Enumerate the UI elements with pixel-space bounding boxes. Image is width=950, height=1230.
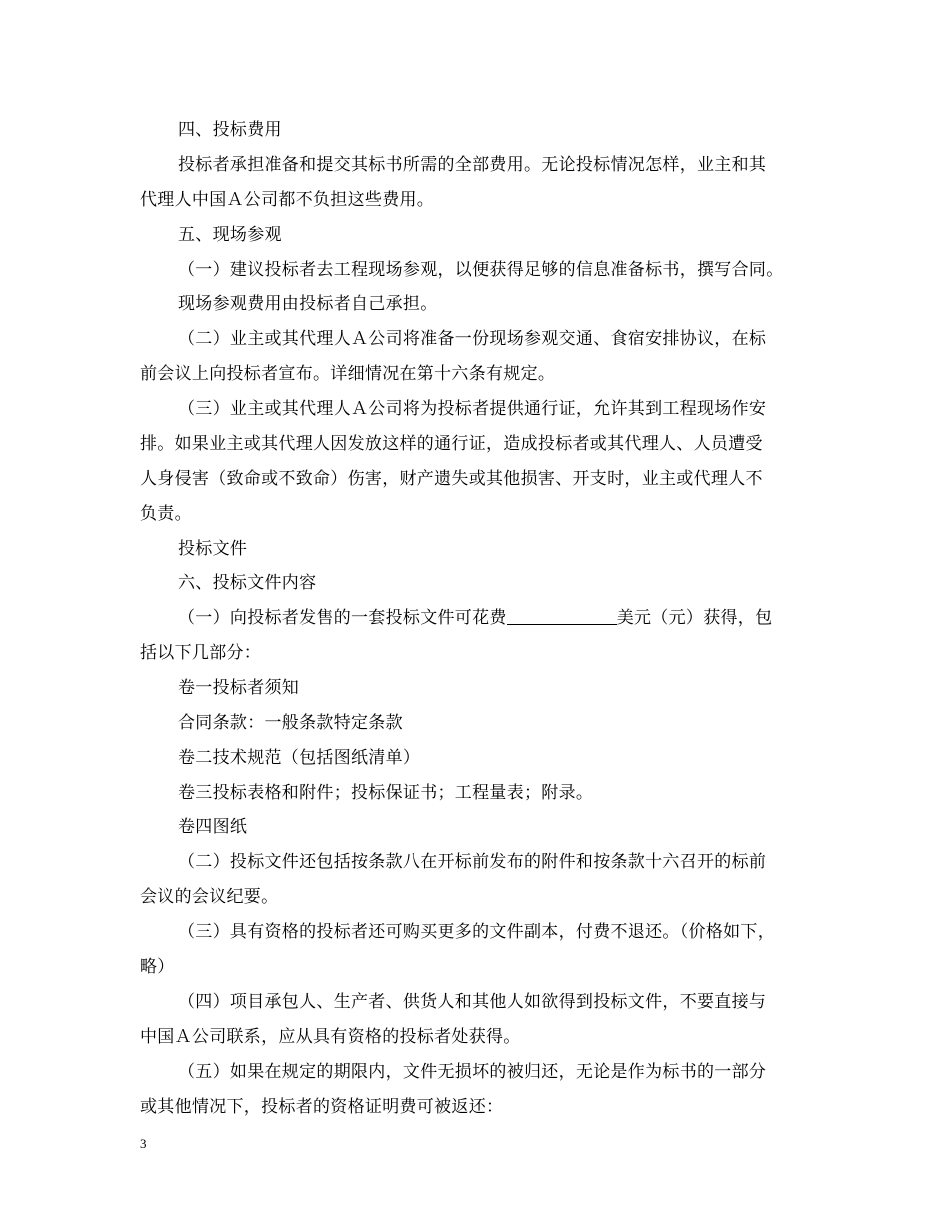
- text-line: [178, 782, 593, 804]
- text-line-content: 四、投标费用: [178, 120, 282, 140]
- text-line-content: （二）投标文件还包括按条款八在开标前发布的附件和按条款十六召开的标前: [178, 852, 767, 872]
- text-line-content: （三）业主或其代理人Ａ公司将为投标者提供通行证，允许其到工程现场作安: [178, 399, 767, 419]
- text-line-content: 或其他情况下，投标者的资格证明费可被返还：: [140, 1097, 504, 1117]
- text-line-content: （五）如果在规定的期限内，文件无损坏的被归还，无论是作为标书的一部分: [178, 1062, 767, 1082]
- text-line-content: 卷四图纸: [178, 817, 248, 837]
- page-number: 3: [140, 1136, 147, 1151]
- text-line-content: （一）建议投标者去工程现场参观，以便获得足够的信息准备标书，撰写合同。: [178, 260, 784, 280]
- text-line: [140, 1096, 503, 1118]
- text-line-content: （四）项目承包人、生产者、供货人和其他人如欲得到投标文件，不要直接与: [178, 992, 767, 1012]
- text-line-content: 排。如果业主或其代理人因发放这样的通行证，造成投标者或其代理人、人员遭受: [140, 434, 763, 454]
- text-line: [178, 991, 766, 1013]
- fill-in-blank: [507, 608, 617, 625]
- text-line: [140, 503, 192, 525]
- text-line-content: 现场参观费用由投标者自己承担。: [178, 294, 438, 314]
- text-line: [178, 712, 403, 734]
- text-line-content: 五、现场参观: [178, 225, 282, 245]
- text-line-content: 括以下几部分：: [140, 643, 262, 663]
- text-line: [178, 119, 282, 141]
- text-line-content-after: 美元（元）获得，包: [616, 608, 773, 628]
- text-line: [178, 607, 772, 629]
- text-line: [178, 816, 247, 838]
- text-line-content: 会议的会议纪要。: [140, 887, 279, 907]
- text-line: [178, 572, 316, 594]
- text-line-content: 前会议上向投标者宣布。详细情况在第十六条有规定。: [140, 364, 556, 384]
- text-line-content: 略）: [140, 957, 175, 977]
- text-line-content: 六、投标文件内容: [178, 573, 317, 593]
- text-line: [140, 1026, 521, 1048]
- text-line-content: 代理人中国Ａ公司都不负担这些费用。: [140, 190, 435, 210]
- text-line: [178, 1061, 766, 1083]
- text-line: [178, 677, 299, 699]
- text-line: [140, 189, 434, 211]
- text-line: [178, 851, 766, 873]
- text-line: [178, 398, 766, 420]
- text-line: [178, 538, 247, 560]
- text-line: [178, 328, 766, 350]
- text-line-content: 负责。: [140, 504, 192, 524]
- text-line: [140, 468, 763, 490]
- text-line-content: 卷三投标表格和附件；投标保证书；工程量表；附录。: [178, 783, 594, 803]
- text-line-content: 投标者承担准备和提交其标书所需的全部费用。无论投标情况怎样，业主和其: [178, 155, 767, 175]
- text-line-content: （三）具有资格的投标者还可购买更多的文件副本，付费不退还。（价格如下，: [178, 922, 775, 942]
- text-line-content: 中国Ａ公司联系，应从具有资格的投标者处获得。: [140, 1027, 521, 1047]
- text-line: [178, 921, 775, 943]
- text-line-content: 合同条款：一般条款特定条款: [178, 713, 403, 733]
- text-line: [178, 293, 438, 315]
- text-line-content: 卷二技术规范（包括图纸清单）: [178, 748, 421, 768]
- text-line-content: （二）业主或其代理人Ａ公司将准备一份现场参观交通、食宿安排协议，在标: [178, 329, 767, 349]
- text-line-content: 人身侵害（致命或不致命）伤害，财产遗失或其他损害、开支时，业主或代理人不: [140, 469, 763, 489]
- text-line: [178, 224, 282, 246]
- text-line: [178, 259, 784, 281]
- text-line-content: 投标文件: [178, 539, 248, 559]
- text-line: [140, 642, 261, 664]
- text-line: [140, 886, 278, 908]
- text-line: [140, 433, 763, 455]
- text-line: [140, 363, 555, 385]
- text-line: [140, 956, 175, 978]
- text-line-content: （一）向投标者发售的一套投标文件可花费: [178, 608, 507, 628]
- text-line-content: 卷一投标者须知: [178, 678, 300, 698]
- text-line: [178, 154, 766, 176]
- text-line: [178, 747, 420, 769]
